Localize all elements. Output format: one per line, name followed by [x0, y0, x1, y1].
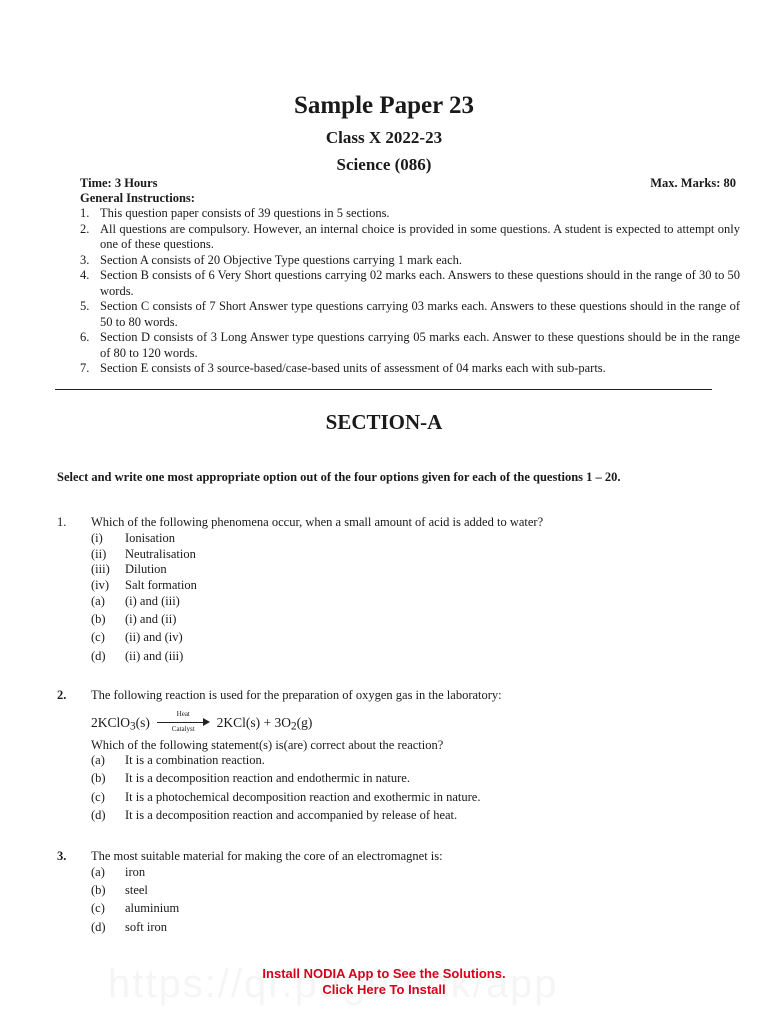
instruction-number: 1. [80, 206, 90, 220]
statement-text: Dilution [125, 562, 167, 576]
statement-label: (i) [91, 531, 103, 545]
question-stem: The most suitable material for making the core of an electromagnet is: [91, 849, 443, 863]
time-label: Time: 3 Hours [80, 176, 158, 190]
section-instruction: Select and write one most appropriate option out of the four options given for each of the questions 1 – 20. [57, 470, 621, 484]
statement-text: Neutralisation [125, 546, 196, 561]
section-heading: SECTION-A [325, 410, 443, 434]
statement-label: (iii) [91, 562, 110, 576]
question-prompt: Which of the following statement(s) is(are) correct about the reaction? [91, 738, 444, 752]
option-label: (c) [91, 630, 105, 644]
instruction-number: 5. [80, 299, 90, 313]
option-text: (i) and (iii) [125, 594, 180, 608]
option-text: (i) and (ii) [125, 612, 177, 626]
subject-line: Science (086) [336, 155, 432, 174]
option-label: (c) [91, 901, 105, 915]
instruction-text: Section A consists of 20 Objective Type questions carrying 1 mark each. [100, 252, 463, 267]
instruction-text: All questions are compulsory. However, an internal choice is provided in some questions. A student is expected to attempt only one of these questions. [100, 221, 740, 251]
instruction-number: 7. [80, 361, 90, 375]
option-label: (a) [91, 865, 105, 879]
option-text: iron [125, 865, 146, 879]
arrow-condition-below: Catalyst [171, 725, 195, 733]
click-to-install-link[interactable]: Click Here To Install [322, 982, 446, 997]
question-stem: Which of the following phenomena occur, when a small amount of acid is added to water? [91, 515, 544, 529]
instruction-text: This question paper consists of 39 questions in 5 sections. [100, 206, 390, 220]
option-label: (a) [91, 753, 105, 767]
general-instructions-heading: General Instructions: [80, 191, 195, 205]
instruction-number: 4. [80, 268, 90, 282]
option-label: (d) [91, 920, 106, 934]
instruction-text: Section C consists of 7 Short Answer type questions carrying 03 marks each. Answers to these questions should in the range of 50 to 80 words. [100, 299, 740, 329]
option-text: (ii) and (iii) [125, 649, 184, 663]
instruction-item [80, 206, 740, 222]
instruction-text: Section E consists of 3 source-based/case-based units of assessment of 04 marks each with sub-parts. [100, 361, 606, 375]
option-label: (b) [91, 883, 106, 897]
option-text: aluminium [125, 901, 180, 915]
instructions-list [80, 206, 740, 377]
option-label: (d) [91, 649, 106, 663]
option-label: (b) [91, 612, 106, 626]
reaction-arrow-icon [155, 710, 211, 736]
instruction-number: 6. [80, 330, 90, 344]
instruction-item [80, 268, 740, 299]
instruction-item [80, 222, 740, 253]
option-text: (ii) and (iv) [125, 630, 183, 644]
instruction-number: 3. [80, 252, 90, 267]
reactant: 2KClO$_3$(s) [91, 714, 150, 733]
paper-title: Sample Paper 23 [293, 92, 475, 119]
option-text: It is a combination reaction. [125, 753, 265, 767]
option-label: (c) [91, 790, 105, 804]
instruction-item [80, 299, 740, 330]
statement-label: (iv) [91, 577, 110, 592]
instruction-text: Section B consists of 6 Very Short questions carrying 02 marks each. Answers to these questions should in the range of 30 to 50 words. [100, 268, 740, 298]
instruction-text: Section D consists of 3 Long Answer type questions carrying 05 marks each. Answer to these questions should be in the range of 80 to 120 words. [100, 330, 740, 360]
statement-text: Ionisation [125, 531, 175, 545]
statement-label: (ii) [91, 546, 107, 561]
instruction-item [80, 361, 740, 377]
option-label: (b) [91, 771, 106, 785]
option-text: It is a photochemical decomposition reaction and exothermic in nature. [125, 790, 481, 804]
question-number: 2. [57, 688, 67, 702]
instruction-number: 2. [80, 221, 90, 236]
option-label: (d) [91, 808, 106, 822]
statement-text: Salt formation [125, 577, 197, 592]
class-line: Class X 2022-23 [325, 128, 443, 147]
products: $2KCl(s) + 3O_2(g)$ [216, 714, 313, 733]
chemical-equation [91, 710, 312, 736]
horizontal-divider [55, 389, 712, 390]
arrow-condition-above: Heat [176, 710, 190, 718]
option-text: It is a decomposition reaction and accompanied by release of heat. [125, 808, 458, 822]
max-marks-label: Max. Marks: 80 [650, 176, 736, 190]
option-text: steel [125, 883, 148, 897]
install-app-line[interactable]: Install NODIA App to See the Solutions. [262, 966, 506, 981]
question-number: 1. [57, 515, 67, 529]
install-app-banner[interactable] [0, 966, 768, 998]
instruction-item [80, 330, 740, 361]
question-stem: The following reaction is used for the preparation of oxygen gas in the laboratory: [91, 688, 502, 702]
option-label: (a) [91, 594, 105, 608]
question-number: 3. [57, 849, 67, 863]
instruction-item [80, 253, 740, 269]
option-text: soft iron [125, 920, 168, 934]
option-text: It is a decomposition reaction and endothermic in nature. [125, 771, 410, 785]
